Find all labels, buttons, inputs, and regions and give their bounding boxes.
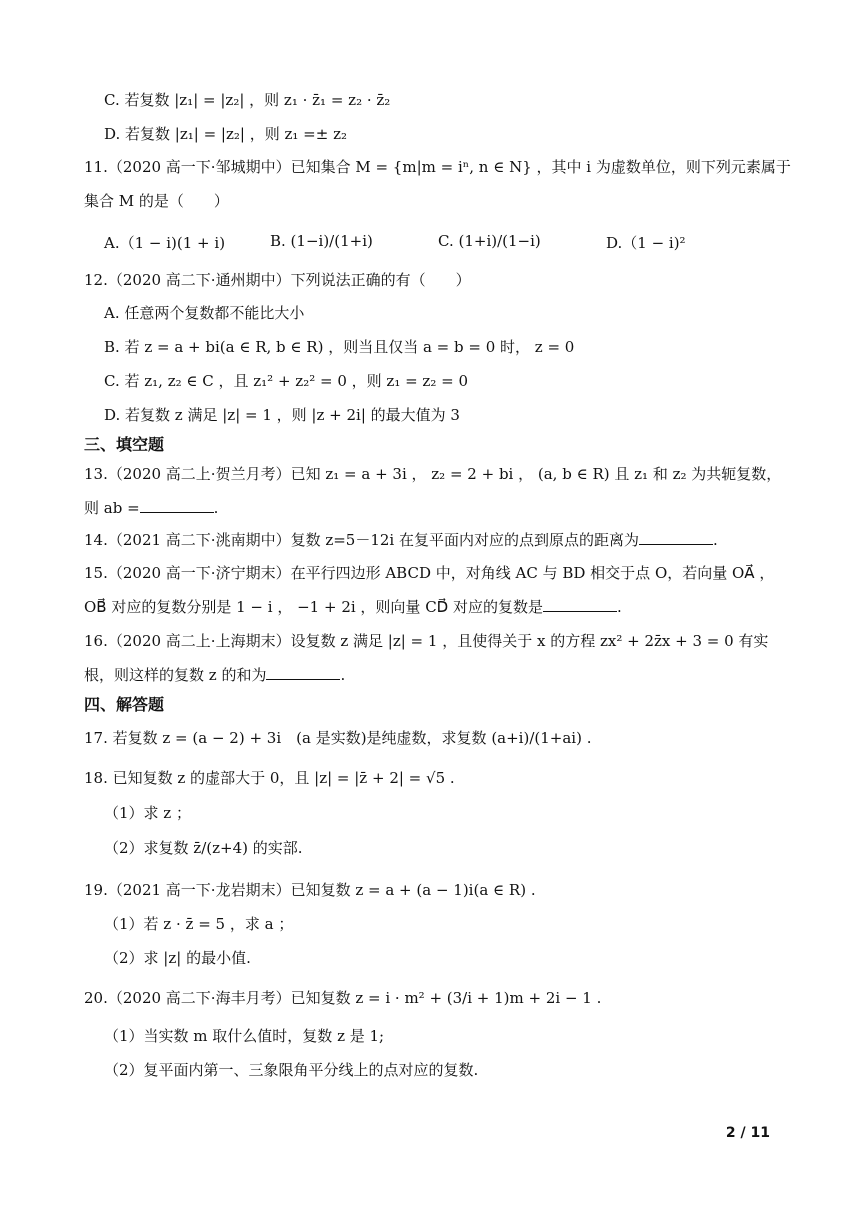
q10-option-d: D. 若复数 |z₁| = |z₂| ，则 z₁ =± z₂: [104, 125, 347, 143]
q12-option-b: B. 若 z = a + bi(a ∈ R, b ∈ R) ，则当且仅当 a = b = 0 时， z = 0: [104, 338, 575, 356]
q11-option-d: D.（1 − i)²: [606, 234, 686, 252]
q19-stem: 19.（2021 高一下·龙岩期末）已知复数 z = a + (a − 1)i(a ∈ R) .: [84, 881, 536, 899]
q14-text: 14.（2021 高二下·洮南期中）复数 z=5－12i 在复平面内对应的点到原点的距离为: [84, 531, 640, 549]
q15-stem: 15.（2020 高一下·济宁期末）在平行四边形 ABCD 中，对角线 AC 与 BD 相交于点 O，若向量 OA⃗ ，: [84, 564, 775, 582]
q17-stem: 17. 若复数 z = (a − 2) + 3i (a 是实数)是纯虚数，求复数 (a+i)/(1+ai) .: [84, 729, 592, 747]
q15-text: OB⃗ 对应的复数分别是 1 − i ， −1 + 2i ，则向量 CD⃗ 对应的复数是: [84, 598, 543, 616]
q13-stem: 13.（2020 高二上·贺兰月考）已知 z₁ = a + 3i ， z₂ = 2 + bi ， (a, b ∈ R) 且 z₁ 和 z₂ 为共轭复数，: [84, 465, 782, 483]
q13-text: 则 ab =: [84, 499, 140, 517]
q12-option-a: A. 任意两个复数都不能比大小: [104, 304, 305, 322]
q12-option-d: D. 若复数 z 满足 |z| = 1 ，则 |z + 2i| 的最大值为 3: [104, 406, 460, 424]
q11-option-c: C. (1+i)/(1−i): [438, 232, 541, 250]
page-number: 2 / 11: [725, 1125, 770, 1141]
q12-option-c: C. 若 z₁, z₂ ∈ C ，且 z₁² + z₂² = 0 ，则 z₁ = z₂ = 0: [104, 372, 468, 390]
q19-part1: （1）若 z · z̄ = 5 ，求 a ；: [104, 915, 294, 933]
q13-stem-cont: 则 ab = .: [84, 499, 219, 517]
q10-option-c: C. 若复数 |z₁| = |z₂| ，则 z₁ · z̄₁ = z₂ · z̄₂: [104, 91, 391, 109]
q18-part1: （1）求 z ；: [104, 804, 191, 822]
answer-blank: [140, 498, 214, 513]
section-heading-fill-blank: 三、填空题: [84, 435, 165, 454]
q12-stem: 12.（2020 高二下·通州期中）下列说法正确的有（ ）: [84, 271, 471, 289]
q16-stem-cont: 根，则这样的复数 z 的和为 .: [84, 666, 346, 684]
q14-stem: 14.（2021 高二下·洮南期中）复数 z=5－12i 在复平面内对应的点到原点的距离为 .: [84, 531, 718, 549]
q16-stem: 16.（2020 高二上·上海期末）设复数 z 满足 |z| = 1 ，且使得关于 x 的方程 zx² + 2z̄x + 3 = 0 有实: [84, 632, 769, 650]
q16-text: 根，则这样的复数 z 的和为: [84, 666, 267, 684]
q11-option-b: B. (1−i)/(1+i): [270, 232, 373, 250]
q20-stem: 20.（2020 高二下·海丰月考）已知复数 z = i · m² + (3/i + 1)m + 2i − 1 .: [84, 989, 602, 1007]
q20-part2: （2）复平面内第一、三象限角平分线上的点对应的复数.: [104, 1061, 479, 1079]
answer-blank: [543, 597, 617, 612]
section-heading-solve: 四、解答题: [84, 695, 165, 714]
q11-stem: 11.（2020 高一下·邹城期中）已知集合 M = {m|m = iⁿ, n ∈ N} ，其中 i 为虚数单位，则下列元素属于: [84, 158, 791, 176]
q11-option-a: A.（1 − i)(1 + i): [104, 234, 226, 252]
q20-part1: （1）当实数 m 取什么值时，复数 z 是 1;: [104, 1027, 385, 1045]
q15-stem-cont: OB⃗ 对应的复数分别是 1 − i ， −1 + 2i ，则向量 CD⃗ 对应的复数是 .: [84, 598, 622, 616]
q18-part2: （2）求复数 z̄/(z+4) 的实部.: [104, 839, 303, 857]
q18-stem: 18. 已知复数 z 的虚部大于 0，且 |z| = |z̄ + 2| = √5 .: [84, 769, 455, 787]
q11-stem-cont: 集合 M 的是（ ）: [84, 192, 229, 210]
q19-part2: （2）求 |z| 的最小值.: [104, 949, 251, 967]
answer-blank: [639, 530, 713, 545]
answer-blank: [266, 665, 340, 680]
